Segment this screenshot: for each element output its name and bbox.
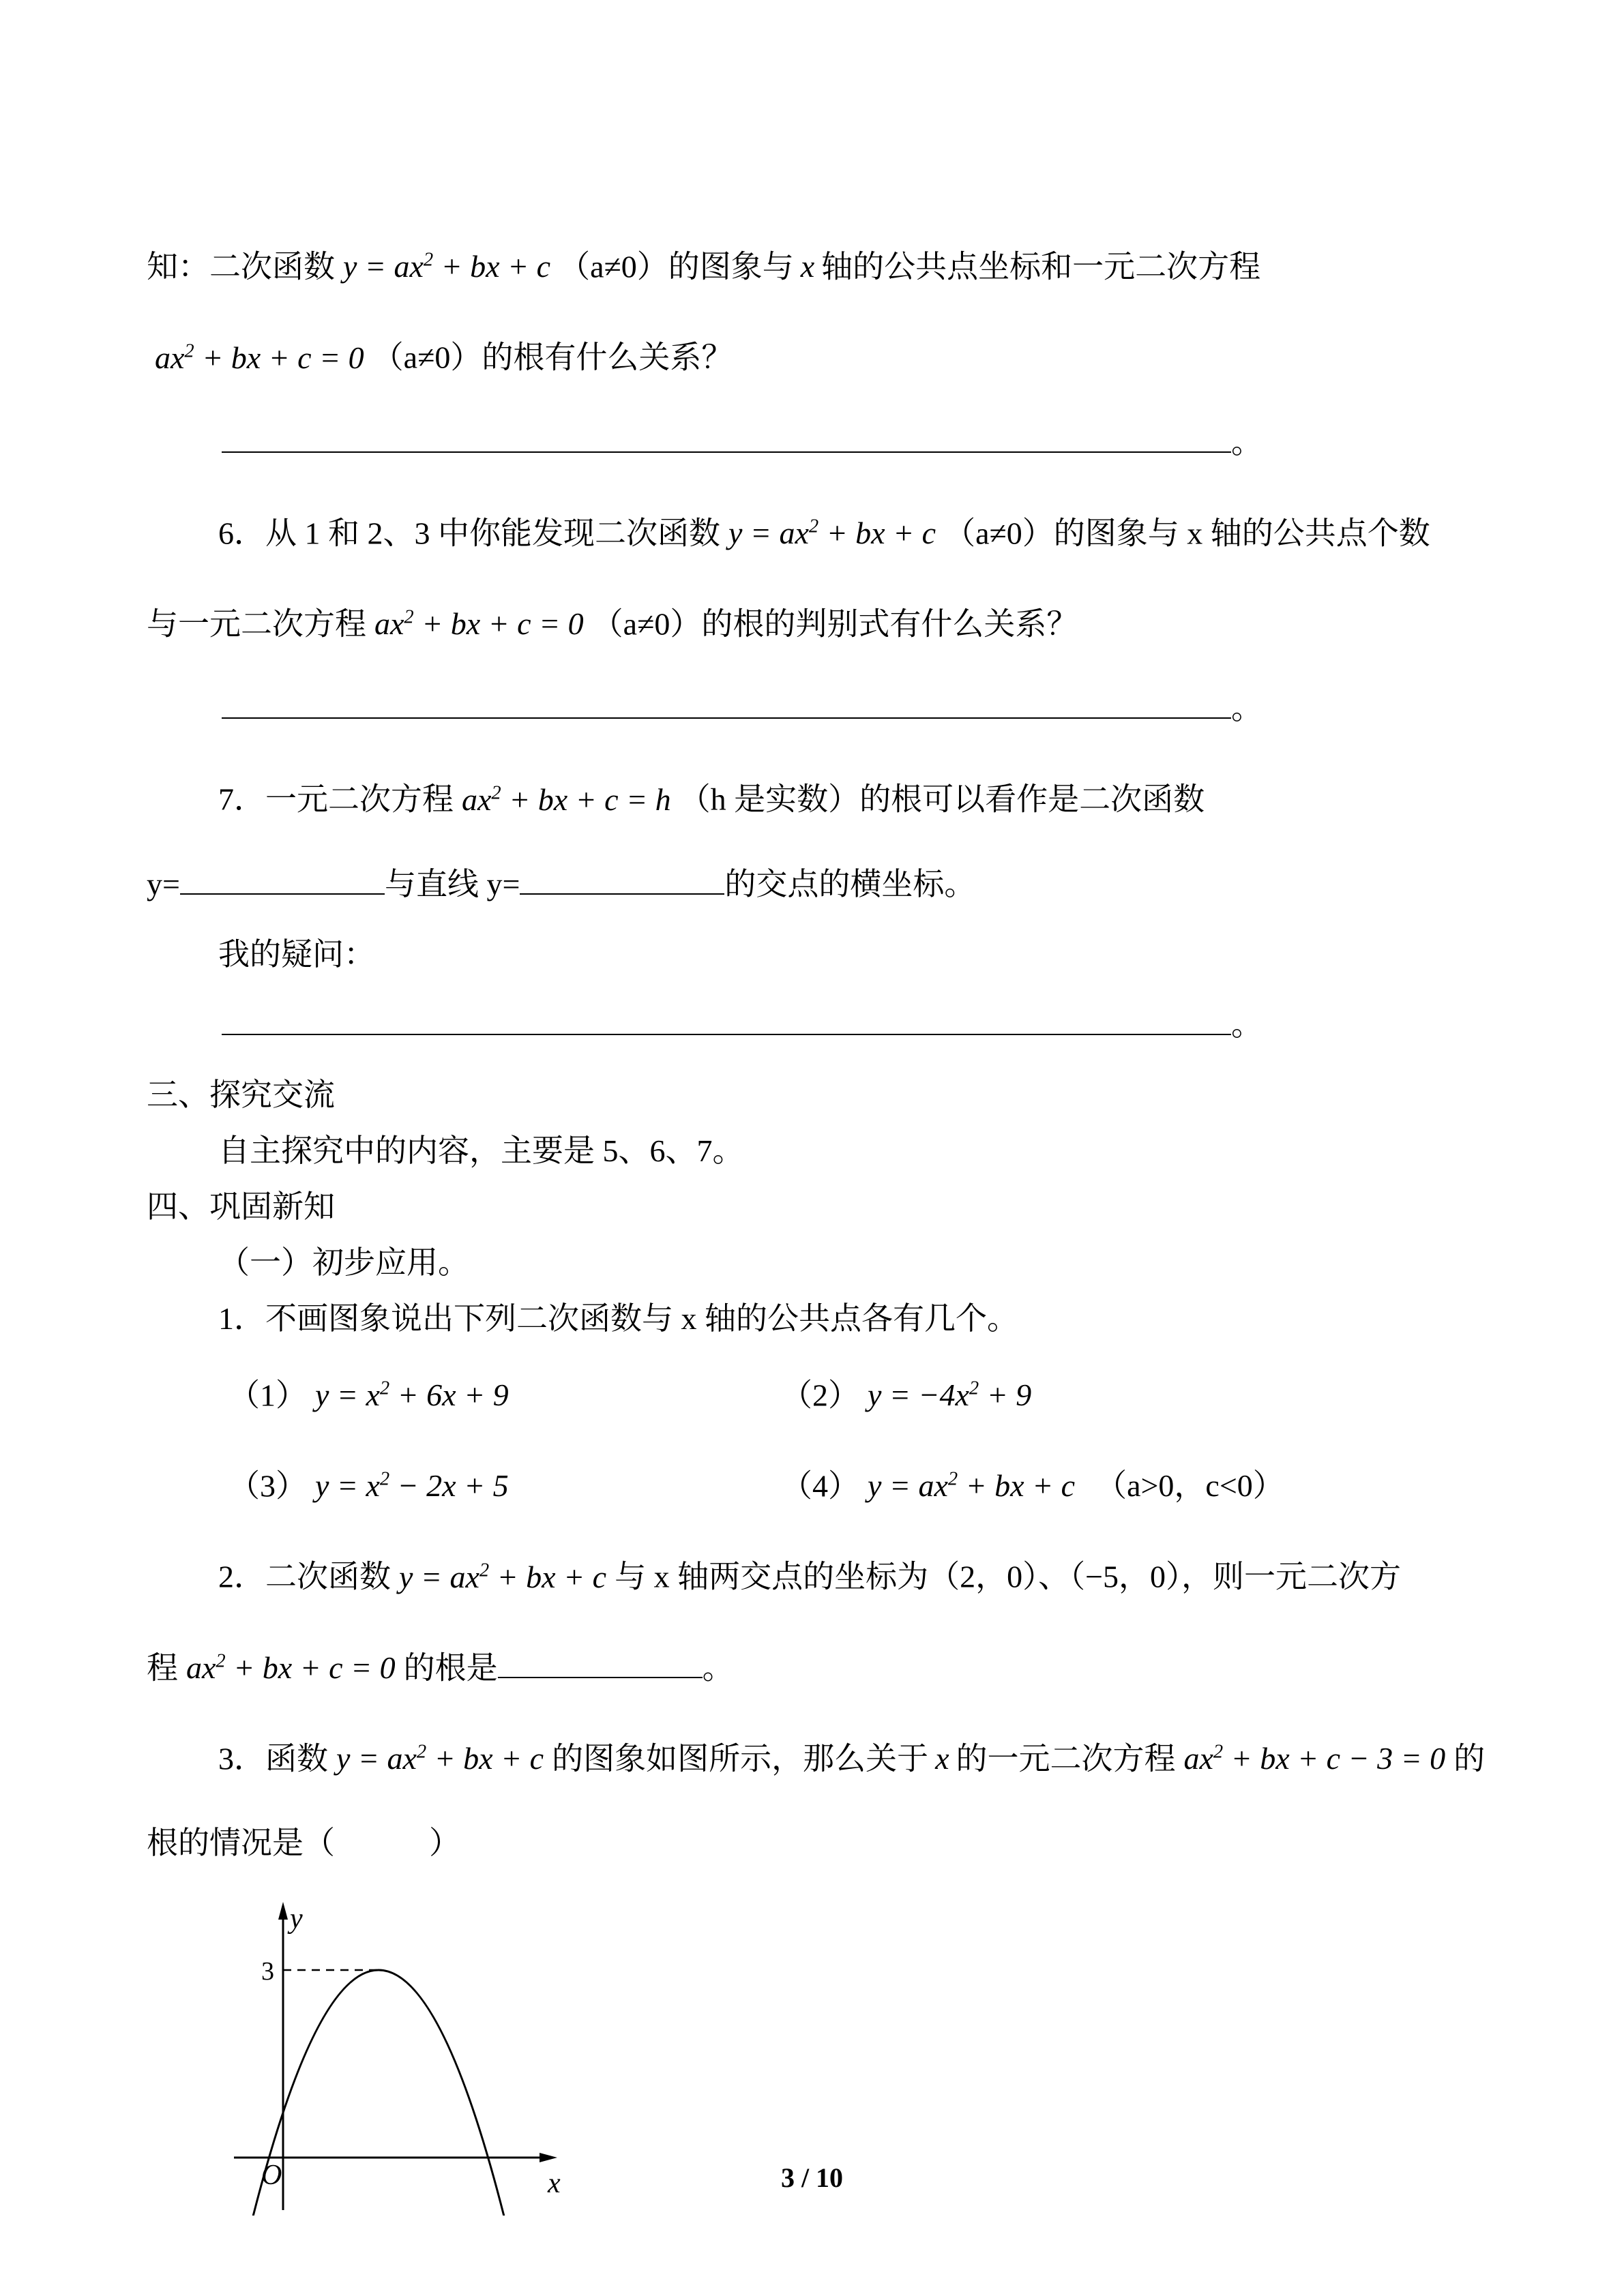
- formula-item-4: $y = ax^2$ + bx + c: [868, 1468, 1076, 1504]
- exercise-3-line1: [147, 1710, 1542, 1801]
- origin-label: O: [261, 2160, 282, 2192]
- item-number: （4）: [781, 1468, 859, 1504]
- text-run: 的一元二次方程: [956, 1741, 1176, 1776]
- page-number: 3 / 10: [780, 2162, 844, 2193]
- text-run: 。: [1231, 1007, 1263, 1042]
- text-run: 6．从 1 和 2、3 中你能发现二次函数: [218, 515, 720, 550]
- text-run: 的: [1453, 1741, 1486, 1776]
- intro-paragraph-line2: [147, 309, 1542, 400]
- fill-in-blank-line: [222, 685, 1231, 719]
- x-variable: x: [935, 1741, 949, 1776]
- x-axis-label: x: [548, 2168, 561, 2200]
- exercise-1-item-4: [781, 1437, 1542, 1528]
- exercise-1-item-1: [147, 1347, 781, 1437]
- formula-item-2: $y = -4x^2 + 9$: [868, 1377, 1032, 1412]
- formula-item-3: $y = x^2 - 2x + 5$: [315, 1468, 509, 1504]
- text-run: 。: [1231, 691, 1263, 726]
- intro-paragraph-line1: [147, 218, 1542, 309]
- text-run: 与直线 y=: [384, 866, 520, 901]
- condition-text: （a>0，c<0）: [1095, 1468, 1284, 1504]
- formula-quadratic-equation: $ax^2$ + bx + c = 0: [374, 606, 584, 642]
- text-run: y=: [147, 866, 180, 901]
- text-run: 根的情况是（ ）: [147, 1825, 460, 1861]
- formula-quadratic-equation: $ax^2$ + bx + c = 0: [186, 1650, 396, 1685]
- text-run: 与一元二次方程: [147, 606, 366, 642]
- text-run: 三、探究交流: [147, 1077, 335, 1112]
- text-run: （a≠0）的根有什么关系？: [372, 340, 733, 375]
- text-run: 的交点的横坐标。: [724, 866, 976, 901]
- text-run: 知：二次函数: [147, 249, 335, 284]
- y-axis-arrow-icon: [278, 1902, 288, 1920]
- formula-quadratic-equation: $ax^2$ + bx + c = 0: [155, 340, 364, 375]
- text-run: 程: [147, 1650, 178, 1685]
- text-run: 的图象如图所示，那么关于: [552, 1741, 929, 1776]
- answer-blank-row: [147, 400, 1542, 485]
- text-run: 2．二次函数: [218, 1559, 391, 1594]
- formula-item-1: $y = x^2 + 6x + 9$: [315, 1377, 509, 1412]
- formula-quadratic-function: $y = ax^2$ + bx + c: [399, 1559, 607, 1594]
- fill-in-blank-short: [498, 1644, 703, 1678]
- text-run: 。: [702, 1650, 734, 1685]
- fill-in-blank-short: [520, 860, 724, 894]
- text-run: （h 是实数）的根可以看作是二次函数: [679, 781, 1205, 817]
- section-3-heading: [147, 1067, 1542, 1123]
- question-7-line2: [147, 842, 1542, 927]
- text-run: 的根是: [403, 1650, 498, 1685]
- exercise-3-line2: [147, 1801, 1542, 1885]
- fill-in-blank-line: [222, 1000, 1231, 1034]
- item-number: （1）: [228, 1377, 307, 1412]
- section-3-body: [147, 1123, 1542, 1179]
- exercise-1-row-2: [147, 1437, 1542, 1528]
- formula-quadratic-function: $y = ax^2$ + bx + c: [343, 249, 551, 284]
- text-run: 轴的公共点坐标和一元二次方程: [821, 249, 1261, 284]
- my-question-label: [147, 927, 1542, 983]
- text-run: 1．不画图象说出下列二次函数与 x 轴的公共点各有几个。: [218, 1300, 1018, 1336]
- item-number: （3）: [228, 1468, 307, 1504]
- max-value-label: 3: [261, 1957, 274, 1986]
- item-number: （2）: [781, 1377, 859, 1412]
- formula-quadratic-equation-minus3: $ax^2$ + bx + c − 3 = 0: [1183, 1741, 1446, 1776]
- section-4-subheading: [147, 1235, 1542, 1291]
- exercise-1-item-2: [781, 1347, 1542, 1437]
- text-run: 与 x 轴两交点的坐标为（2，0）、（−5，0），则一元二次方: [615, 1559, 1402, 1594]
- text-run: 3．函数: [218, 1741, 328, 1776]
- exercise-1-item-3: [147, 1437, 781, 1528]
- text-run: 我的疑问：: [218, 936, 375, 972]
- x-variable: x: [800, 249, 815, 284]
- text-run: 。: [1231, 424, 1263, 460]
- formula-quadratic-equation-h: $ax^2$ + bx + c = h: [462, 781, 671, 817]
- exercise-2-line1: [147, 1528, 1542, 1619]
- exercise-2-line2: [147, 1620, 1542, 1710]
- fill-in-blank-line: [222, 418, 1231, 452]
- answer-blank-row: [147, 666, 1542, 751]
- question-6-line2: [147, 576, 1542, 666]
- text-run: 自主探究中的内容，主要是 5、6、7。: [218, 1133, 744, 1168]
- exercise-1-stem: [147, 1291, 1542, 1347]
- text-run: 四、巩固新知: [147, 1189, 335, 1224]
- question-7-line1: [147, 751, 1542, 841]
- section-4-heading: [147, 1179, 1542, 1235]
- formula-quadratic-function: $y = ax^2$ + bx + c: [728, 515, 936, 550]
- formula-quadratic-function: $y = ax^2$ + bx + c: [336, 1741, 544, 1776]
- fill-in-blank-short: [180, 860, 385, 894]
- text-run: （a≠0）的根的判别式有什么关系？: [591, 606, 1078, 642]
- text-run: （a≠0）的图象与 x 轴的公共点个数: [944, 515, 1430, 550]
- text-run: 7．一元二次方程: [218, 781, 454, 817]
- exercise-1-row-1: [147, 1347, 1542, 1437]
- y-axis-label: y: [290, 1903, 303, 1935]
- question-6-line1: [147, 485, 1542, 576]
- text-run: （a≠0）的图象与: [559, 249, 794, 284]
- text-run: （一）初步应用。: [218, 1244, 469, 1280]
- answer-blank-row: [147, 983, 1542, 1067]
